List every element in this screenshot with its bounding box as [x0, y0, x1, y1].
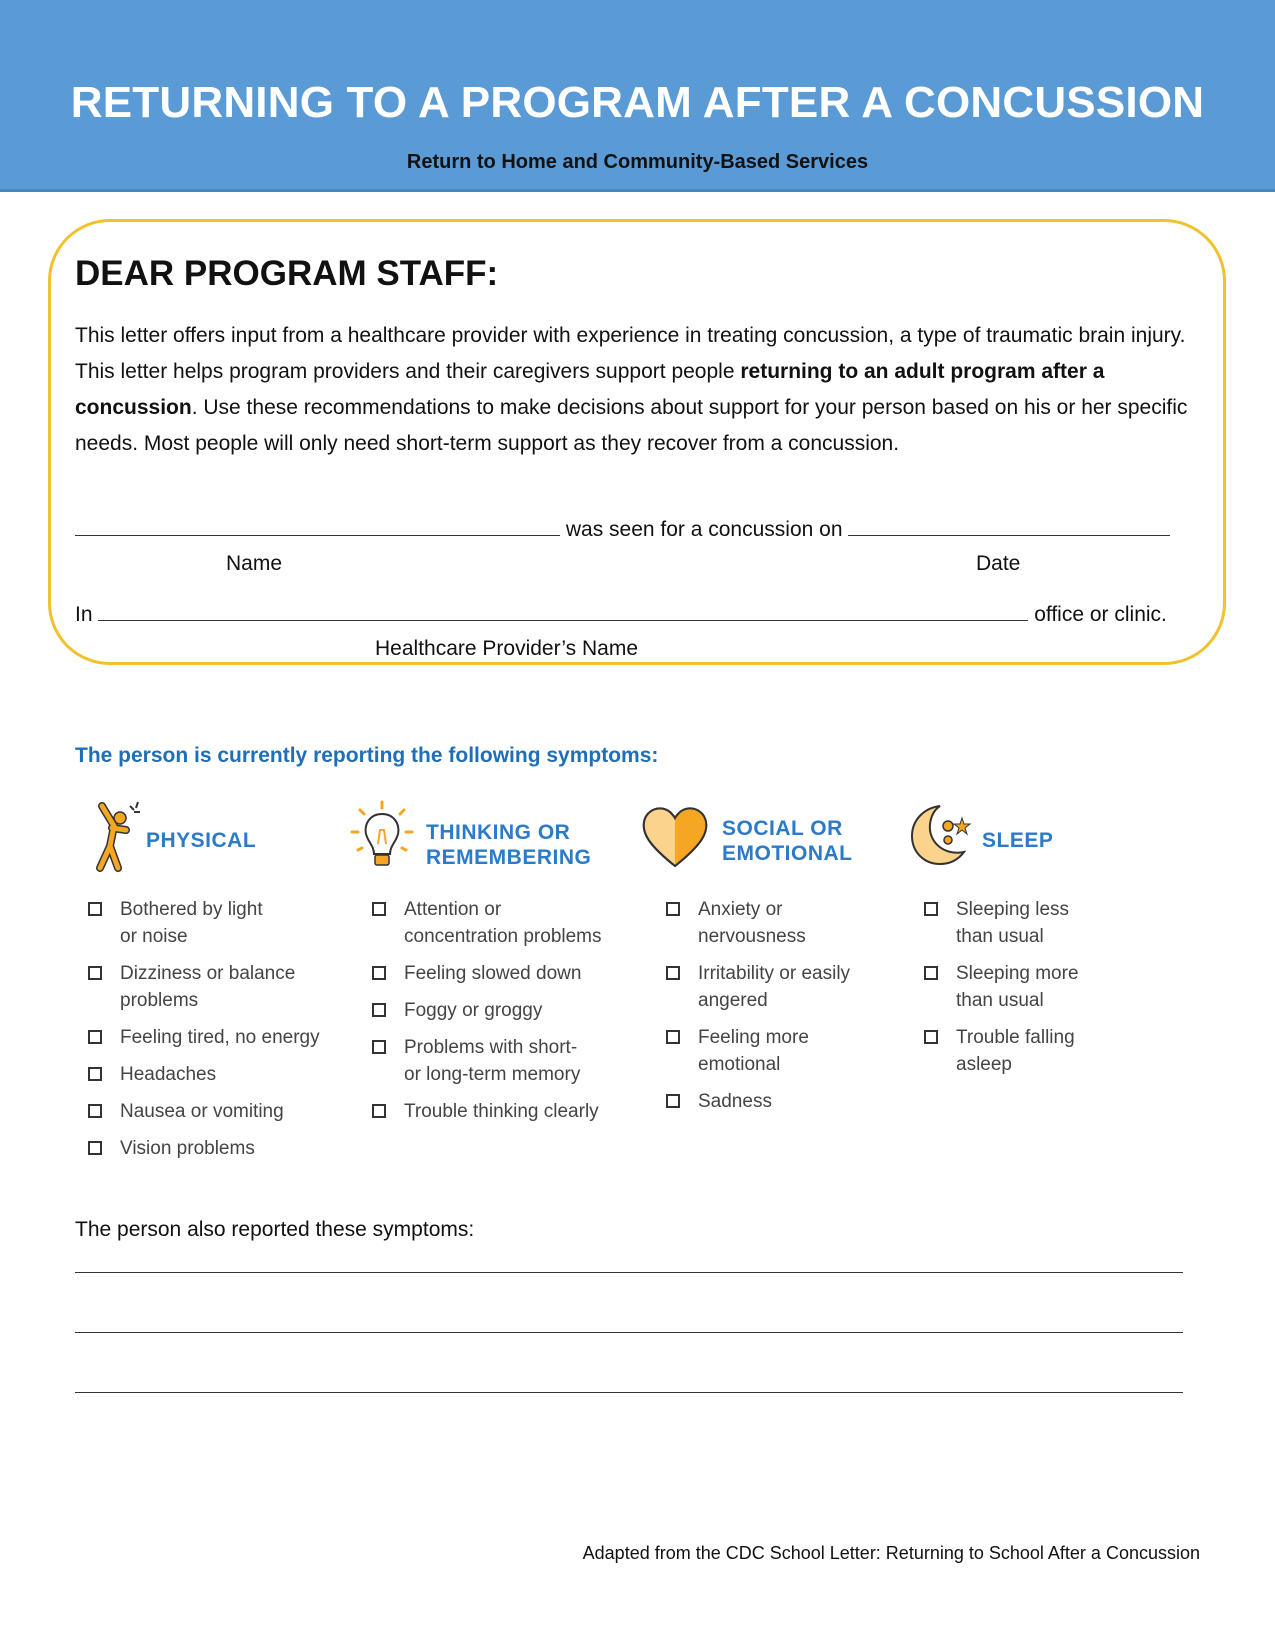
symptom-item[interactable] — [666, 960, 906, 1014]
person-icon — [82, 800, 152, 872]
checkbox[interactable] — [924, 902, 938, 916]
checkbox[interactable] — [372, 902, 386, 916]
category-title-line: THINKING OR — [426, 821, 571, 844]
moon-icon — [904, 800, 974, 872]
physical-items — [88, 896, 348, 1172]
symptom-item[interactable] — [666, 1088, 906, 1115]
symptom-item[interactable] — [666, 896, 906, 950]
write-in-line[interactable] — [75, 1392, 1183, 1393]
checkbox[interactable] — [372, 966, 386, 980]
checkbox[interactable] — [88, 902, 102, 916]
office-text: office or clinic. — [1034, 603, 1167, 626]
lightbulb-icon — [350, 800, 420, 872]
category-title: SLEEP — [982, 829, 1054, 852]
checkbox[interactable] — [924, 1030, 938, 1044]
symptom-item[interactable] — [372, 1098, 642, 1125]
symptom-item[interactable] — [924, 1024, 1144, 1078]
symptom-label: Sleeping more than usual — [956, 963, 1079, 1011]
symptom-label: Vision problems — [120, 1138, 255, 1159]
seen-line — [75, 515, 1170, 542]
symptom-item[interactable] — [88, 1135, 348, 1162]
name-label: Name — [226, 552, 283, 575]
checkbox[interactable] — [666, 966, 680, 980]
symptoms-heading: The person is currently reporting the following symptoms: — [75, 744, 659, 767]
symptom-item[interactable] — [88, 960, 348, 1014]
provider-label: Healthcare Provider’s Name — [375, 637, 639, 660]
heart-icon — [640, 800, 710, 872]
category-title-line: REMEMBERING — [426, 846, 592, 869]
checkbox[interactable] — [88, 966, 102, 980]
symptom-item[interactable] — [372, 960, 642, 987]
page-subtitle: Return to Home and Community-Based Services — [406, 151, 869, 173]
footer-credit: Adapted from the CDC School Letter: Returning to School After a Concussion — [582, 1543, 1200, 1563]
seen-text: was seen for a concussion on — [565, 518, 843, 541]
category-title-line: EMOTIONAL — [722, 842, 853, 865]
symptom-label: Irritability or easily angered — [698, 963, 851, 1011]
write-in-line[interactable] — [75, 1272, 1183, 1273]
checkbox[interactable] — [88, 1067, 102, 1081]
symptom-item[interactable] — [372, 896, 642, 950]
social-items — [666, 896, 906, 1125]
checkbox[interactable] — [372, 1104, 386, 1118]
in-text: In — [75, 603, 93, 626]
checkbox[interactable] — [666, 1094, 680, 1108]
page-title: RETURNING TO A PROGRAM AFTER A CONCUSSION — [70, 78, 1205, 127]
intro-text-1: This letter offers input from a healthcare provider with experience in treating concussion, a type of traumatic brain injury. This letter helps program providers and their caregivers support people — [75, 324, 1186, 383]
symptom-label: Sadness — [698, 1091, 772, 1112]
symptom-item[interactable] — [372, 1034, 642, 1088]
symptom-label: Trouble thinking clearly — [404, 1101, 599, 1122]
symptom-label: Trouble falling asleep — [956, 1027, 1075, 1075]
symptom-label: Bothered by light or noise — [120, 899, 263, 947]
intro-text-2: . Use these recommendations to make decisions about support for your person based on his or her specific needs. Most people will only need short-term support as they recover from a concussion. — [75, 396, 1188, 455]
category-title: PHYSICAL — [146, 829, 257, 852]
thinking-items — [372, 896, 642, 1135]
symptom-label: Attention or concentration problems — [404, 899, 602, 947]
symptom-label: Feeling tired, no energy — [120, 1027, 320, 1048]
symptom-item[interactable] — [88, 1024, 348, 1051]
checkbox[interactable] — [88, 1141, 102, 1155]
intro-text-bold: returning to an adult program after a concussion — [75, 360, 1105, 419]
symptom-item[interactable] — [372, 997, 642, 1024]
symptom-item[interactable] — [666, 1024, 906, 1078]
provider-line — [75, 600, 1167, 627]
category-title — [722, 816, 853, 866]
checkbox[interactable] — [88, 1030, 102, 1044]
symptom-item[interactable] — [88, 1061, 348, 1088]
write-in-line[interactable] — [75, 1332, 1183, 1333]
symptom-item[interactable] — [924, 896, 1144, 950]
checkbox[interactable] — [924, 966, 938, 980]
intro-paragraph — [75, 318, 1200, 462]
checkbox[interactable] — [666, 902, 680, 916]
symptom-label: Dizziness or balance problems — [120, 963, 296, 1011]
symptom-label: Anxiety or nervousness — [698, 899, 806, 947]
symptom-item[interactable] — [88, 1098, 348, 1125]
page-header — [0, 0, 1275, 192]
also-reported-label: The person also reported these symptoms: — [75, 1218, 475, 1241]
checkbox[interactable] — [372, 1040, 386, 1054]
checkbox[interactable] — [372, 1003, 386, 1017]
symptom-label: Foggy or groggy — [404, 1000, 543, 1021]
sleep-items — [924, 896, 1144, 1088]
symptom-label: Sleeping less than usual — [956, 899, 1070, 947]
symptom-label: Problems with short- or long-term memory — [404, 1037, 581, 1085]
checkbox[interactable] — [88, 1104, 102, 1118]
date-blank[interactable] — [848, 515, 1170, 536]
provider-blank[interactable] — [98, 600, 1028, 621]
name-blank[interactable] — [75, 515, 560, 536]
checkbox[interactable] — [666, 1030, 680, 1044]
symptom-label: Headaches — [120, 1064, 217, 1085]
salutation: DEAR PROGRAM STAFF: — [75, 254, 499, 293]
symptom-label: Feeling slowed down — [404, 963, 582, 984]
symptom-label: Feeling more emotional — [698, 1027, 809, 1075]
category-title — [426, 820, 591, 870]
symptom-label: Nausea or vomiting — [120, 1101, 284, 1122]
date-label: Date — [976, 552, 1021, 575]
symptom-item[interactable] — [924, 960, 1144, 1014]
category-title-line: SOCIAL OR — [722, 817, 843, 840]
symptom-item[interactable] — [88, 896, 348, 950]
